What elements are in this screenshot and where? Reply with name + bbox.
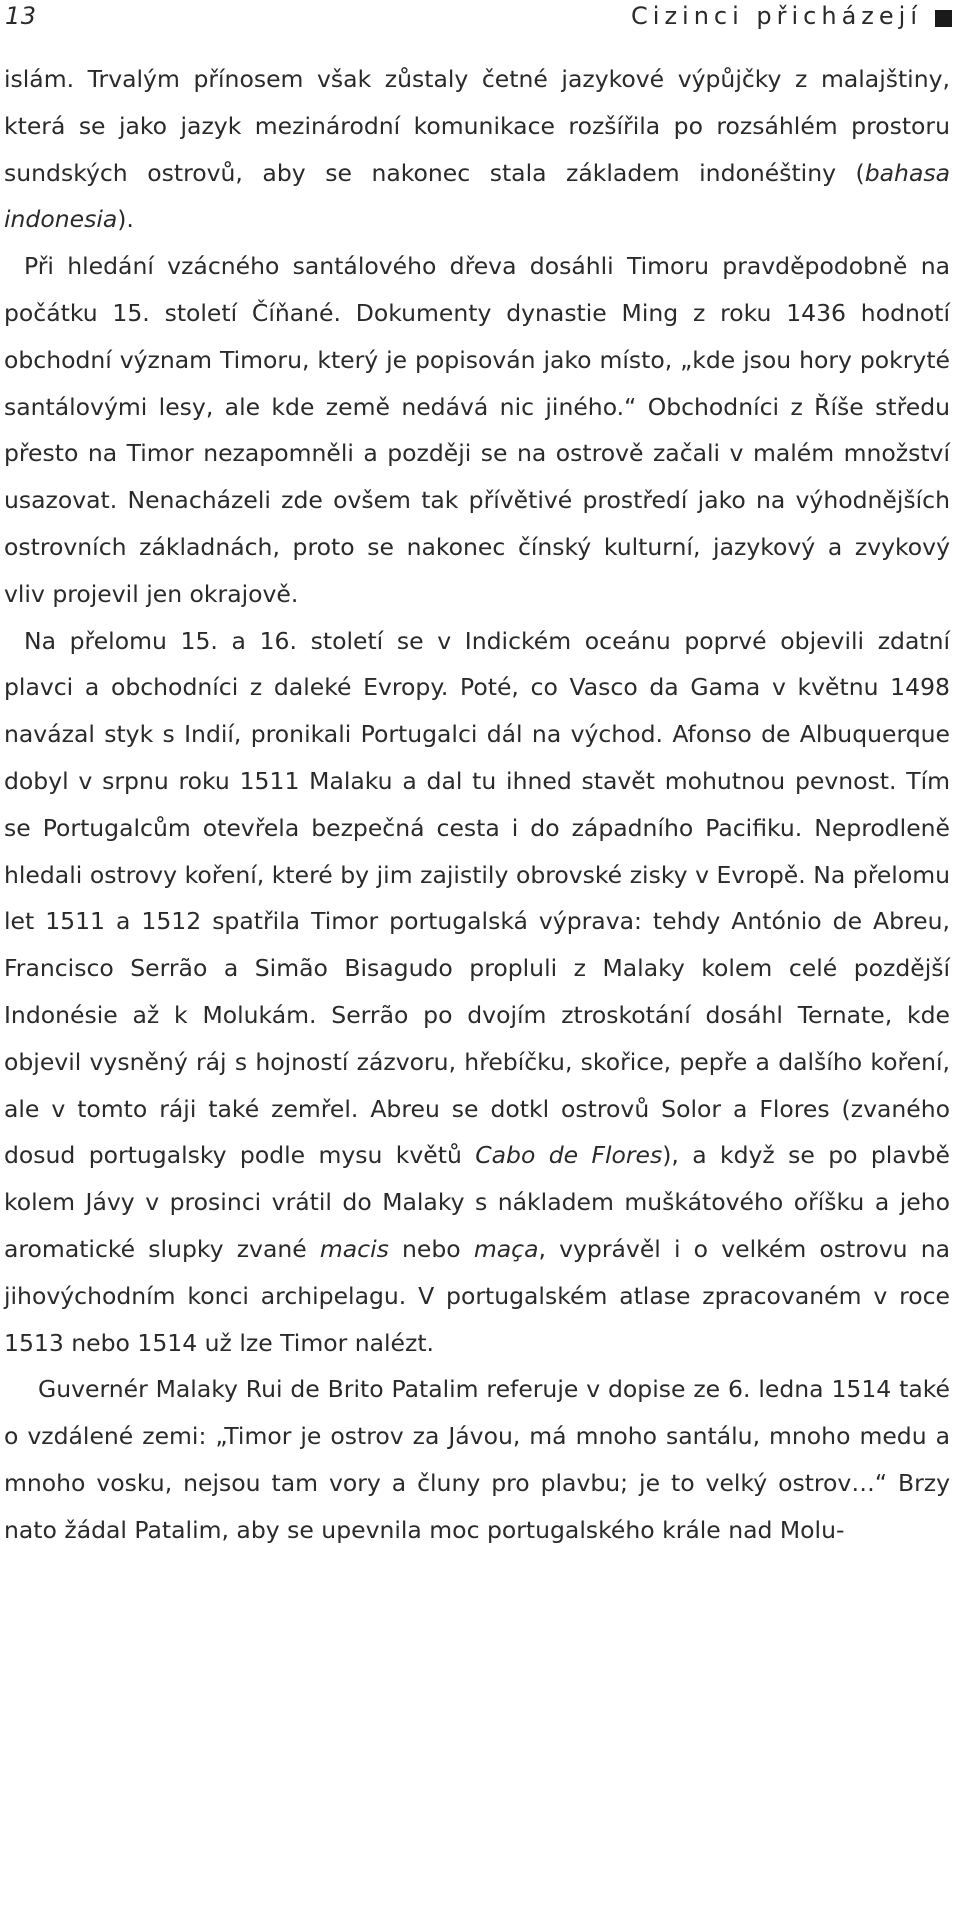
italic-term: macis (319, 1234, 389, 1263)
body-text (4, 56, 950, 1554)
text-run: Guvernér Malaky Rui de Brito Patalim referuje v dopise ze 6. ledna 1514 také o vzdálené zemi: „Timor je ostrov za Jávou, má mnoho santálu, mnoho medu a mnoho vosku, nejsou tam vory a čluny pro plavbu; je to velký ostrov…“ Brzy nato žádal Patalim, aby se upevnila moc portugalského krále nad Molu- (4, 1375, 950, 1544)
paragraph-1 (4, 56, 950, 243)
text-run: , vyprávěl i o velkém ostrovu na jihovýchodním konci archipelagu. V portugalském atlase zpracovaném v roce 1513 nebo 1514 už lze Timor nalézt. (4, 1234, 951, 1357)
text-run: ). (117, 205, 134, 234)
italic-term: bahasa indonesia (4, 158, 950, 234)
paragraph-2 (4, 243, 950, 617)
text-run: Na přelomu 15. a 16. století se v Indickém oceánu poprvé objevili zdatní plavci a obchodníci z daleké Evropy. Poté, co Vasco da Gama v květnu 1498 navázal styk s Indií, pronikali Portugalci dál na východ. Afonso de Albuquerque dobyl v srpnu roku 1511 Malaku a dal tu ihned stavět mohutnou pevnost. Tím se Portugalcům otevřela bezpečná cesta i do západního Pacifiku. Neprodleně hledali ostrovy koření, které by jim zajistily obrovské zisky v Evropě. Na přelomu let 1511 a 1512 spatřila Timor portugalská výprava: tehdy António de Abreu, Francisco Serrão a Simão Bisagudo propluli z Malaky kolem celé pozdější Indonésie až k Molukám. Serrão po dvojím ztroskotání dosáhl Ternate, kde objevil vysněný ráj s hojností zázvoru, hřebíčku, skořice, pepře a dalšího koření, ale v tomto ráji také zemřel. Abreu se dotkl ostrovů Solor a Flores (zvaného dosud portugalsky podle mysu květů (4, 626, 950, 1170)
square-marker-icon (935, 10, 952, 27)
page-number: 13 (5, 2, 37, 30)
italic-term: maça (473, 1234, 539, 1263)
text-run: ), a když se po plavbě kolem Jávy v prosinci vrátil do Malaky s nákladem muškátového oříšku a jeho aromatické slupky zvané (4, 1141, 950, 1263)
running-head: Cizinci přicházejí (631, 2, 922, 30)
text-run: islám. Trvalým přínosem však zůstaly četné jazykové výpůjčky z malajštiny, která se jako jazyk mezinárodní komunikace rozšířila po rozsáhlém prostoru sundských ostrovů, aby se nakonec stala základem indonéštiny ( (4, 65, 950, 187)
text-run: Při hledání vzácného santálového dřeva dosáhli Timoru pravděpodobně na počátku 15. století Číňané. Dokumenty dynastie Ming z roku 1436 hodnotí obchodní význam Timoru, který je popisován jako místo, „kde jsou hory pokryté santálovými lesy, ale kde země nedává nic jiného.“ Obchodníci z Říše středu přesto na Timor nezapomněli a později se na ostrově začali v malém množství usazovat. Nenacházeli zde ovšem tak přívětivé prostředí jako na výhodnějších ostrovních základnách, proto se nakonec čínský kulturní, jazykový a zvykový vliv projevil jen okrajově. (4, 252, 950, 608)
page-header (0, 0, 960, 44)
paragraph-3 (4, 618, 950, 1367)
paragraph-4 (4, 1366, 950, 1553)
text-run: nebo (388, 1234, 474, 1263)
italic-term: Cabo de Flores (475, 1141, 663, 1170)
